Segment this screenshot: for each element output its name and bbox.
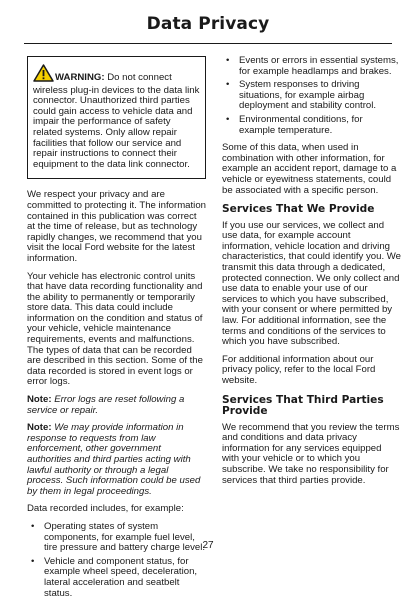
privacy-policy-paragraph: For additional information about our privacy policy, refer to the local Ford website. [222,353,376,386]
list-item: • System responses to driving situations, for example airbag deployment and stability control. [222,80,401,112]
list-item: • Operating states of system components, for example fuel level, tire pressure and battery charge level. [27,522,206,554]
data-recorded-list [27,522,206,599]
data-recorded-intro: Data recorded includes, for example: [27,503,184,515]
data-recorded-list-continued [222,56,401,136]
page-number: 27 [202,540,214,551]
warning-text: Do not connect wireless plug-in devices to the data link connector. Unauthorized third parties could gain access to vehicle data and impair the performance of safety related systems. Only allow repair facilities that follow our service and repair instructions to connect their equipment to the data link connector. [33,72,200,170]
list-item: • Vehicle and component status, for example wheel speed, deceleration, lateral acceleration and seatbelt status. [27,557,206,599]
list-item: • Events or errors in essential systems, for example headlamps and brakes. [222,56,401,77]
warning-triangle-icon [33,64,54,86]
warning-box [27,56,206,179]
data-recording-paragraph: Your vehicle has electronic control units that have data recording functionality and the ability to permanently or temporarily store data. This data could include information on the condition and status of your vehicle, vehicle maintenance requirements, events and malfunctions. The types of data that can be recorded are described in this section. Some of the data recorded is stored in event logs or error logs. [27,270,203,388]
warning-label: WARNING: [55,72,105,83]
list-item: • Environmental conditions, for example temperature. [222,115,401,136]
right-column [222,56,401,493]
note-law-enforcement [27,423,206,497]
note-text: Error logs are reset following a service or repair. [27,394,185,416]
third-party-paragraph: We recommend that you review the terms and conditions and data privacy information for any services equipped with your vehicle or to which you subscribe. We take no responsibility for services that third parties provide. [222,421,400,486]
combination-paragraph: Some of this data, when used in combination with other information, for example an accident report, damage to a vehicle or eyewitness statements, could be associated with a specific person. [222,142,397,196]
intro-paragraph: We respect your privacy and are committed to protecting it. The information contained in this publication was correct at the time of release, but as technology rapidly changes, we recommend that you visit the local Ford website for the latest information. [27,189,206,264]
left-column [27,56,206,606]
page-title: Data Privacy [146,14,270,34]
section-heading-third-party-services: Services That Third Parties Provide [222,393,384,418]
our-services-paragraph: If you use our services, we collect and use data, for example account information, vehicle location and driving characteristics, that could identify you. We transmit this data through a dedicated, protected connection. We only collect and use data to enable your use of our services to which you have subscribed, with your consent or where permitted by law. For additional information, see the terms and conditions of the services to which you have subscribed. [222,219,401,348]
title-divider [24,43,392,44]
note-label: Note: [27,394,52,406]
section-heading-our-services: Services That We Provide [222,203,375,216]
note-error-logs [27,395,206,416]
note-label: Note: [27,422,52,434]
note-text: We may provide information in response to requests from law enforcement, other government authorities and third parties acting with lawful authority or through a legal process. Such information could be used by them in legal proceedings. [27,422,201,497]
